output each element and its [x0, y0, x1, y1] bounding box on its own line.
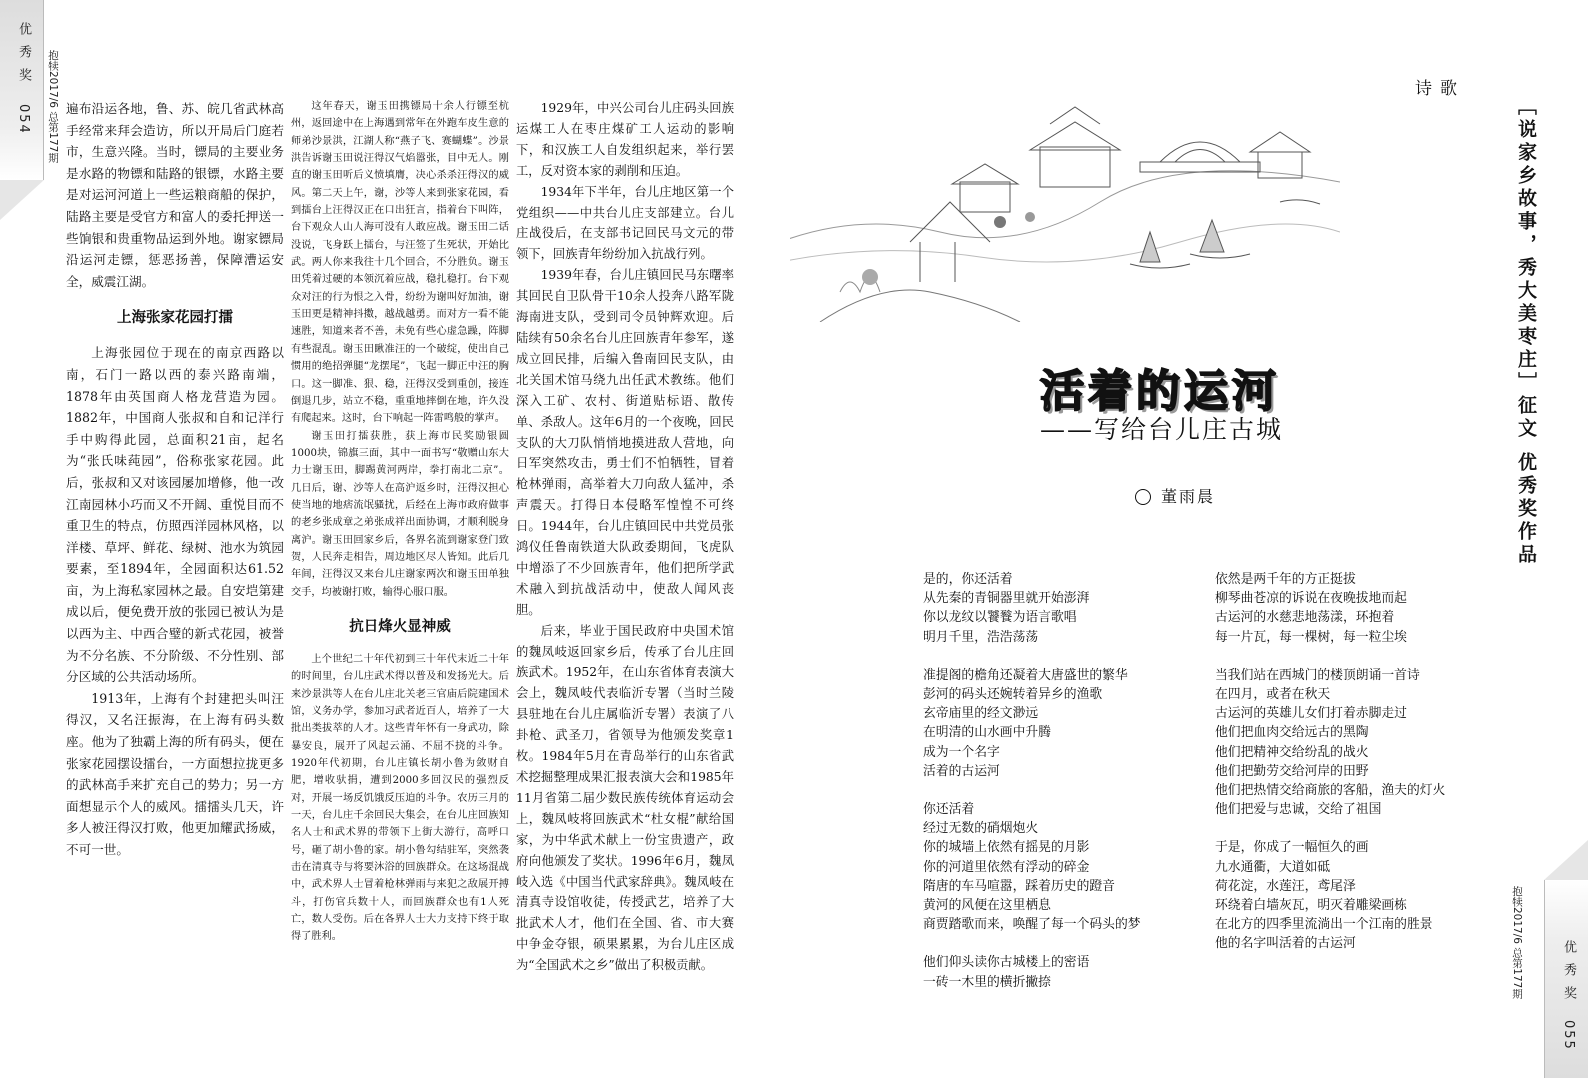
- author: [1135, 484, 1215, 507]
- poem-stanza: [923, 800, 1203, 934]
- poem-line: 经过无数的硝烟炮火: [923, 821, 1039, 837]
- poem-subtitle: ——写给台儿庄古城: [1040, 415, 1284, 444]
- poem-line: 他们把勤劳交给河岸的田野: [1215, 763, 1369, 779]
- poem-line: 他们仰头读你古城楼上的密语: [923, 955, 1090, 971]
- poem-stanza: [1215, 666, 1505, 820]
- poem-line: 你的河道里依然有浮动的碎金: [923, 859, 1090, 875]
- poem-stanza: [1215, 570, 1505, 647]
- contest-note: ［说家乡故事，秀大美枣庄］征文 优秀奖作品: [1515, 96, 1537, 567]
- circle-icon: [1135, 489, 1151, 505]
- section-tab-label-right: 优秀奖: [1561, 940, 1576, 1009]
- poem-line: 荷花淀，水莲汪，鸢尾泽: [1215, 878, 1356, 894]
- paragraph: 上海张园位于现在的南京西路以南，石门一路以西的泰兴路南端，1878年由英国商人格龙营造为园。1882年，中国商人张叔和自和记洋行手中购得此园，总面积21亩，起名为“张氏味莼园”，俗称张家花园。此后，张叔和又对该园屡加增修，他一改江南园林小巧而又不开阔、重悦目而不重卫生的特点，仿照西洋园林风格，以洋楼、草坪、鲜花、绿树、池水为筑园要素，至1894年，全园面积达61.52亩，为上海私家园林之最。自安垲第建成以后，便免费开放的张园已被认为是以西为主、中西合璧的新式花园，被誉为不分名族、不分阶级、不分性别、部分区域的公共活动场所。: [66, 345, 284, 685]
- poem-line: 柳琴曲苍凉的诉说在夜晚拔地而起: [1215, 591, 1407, 607]
- poem-line: 在北方的四季里流淌出一个江南的胜景: [1215, 917, 1433, 933]
- left-page: [0, 0, 790, 1078]
- section-heading: 上海张家花园打擂: [117, 310, 233, 327]
- poem-line: 依然是两千年的方正挺拔: [1215, 572, 1356, 587]
- poem-line: 活着的古运河: [923, 763, 1000, 779]
- section-tab-right: [1544, 880, 1588, 1078]
- poem-line: 一砖一木里的横折撇捺: [923, 974, 1051, 990]
- poem-title: 活着的运河: [1040, 366, 1280, 417]
- poem-stanza: [923, 666, 1203, 781]
- poem-line: 他们把热情交给商旅的客船，渔夫的灯火: [1215, 783, 1446, 799]
- category-label: 诗歌: [1415, 79, 1465, 99]
- article-column-2: [291, 98, 509, 946]
- poem-line: 古运河的水慈悲地荡漾，环抱着: [1215, 610, 1395, 626]
- poem-line: 商贾踏歌而来，唤醒了每一个码头的梦: [923, 917, 1141, 933]
- section-tab-label: 优秀奖: [16, 22, 31, 91]
- poem-line: 玄帝庙里的经文渺远: [923, 706, 1039, 722]
- paragraph: 这年春天，谢玉田携镖局十余人行镖至杭州，返回途中在上海遇到常年在外跑车皮生意的师弟沙景洪，江湖人称“燕子飞、赛蝴蝶”。沙景洪告诉谢玉田说汪得汉气焰嚣张，目中无人。刚直的谢玉田听后义愤填膺，决心杀杀汪得汉的威风。第二天上午，谢，沙等人来到张家花园，看到擂台上汪得汉正在口出狂言，指着台下叫阵，台下观众人山人海可没有人敢应战。谢玉田二话没说，飞身跃上擂台，与汪签了生死状，开始比武。两人你来我往十几个回合，不分胜负。谢玉田凭着过硬的本领沉着应战，稳扎稳打。台下观众对汪的行为恨之入骨，纷纷为谢叫好加油，谢玉田更是精神抖擞，越战越勇。而对方一看不能速胜，知道来者不善，未免有些心虚急躁，阵脚有些混乱。谢玉田瞅准汪的一个破绽，使出自己惯用的绝招弹腿“龙摆尾”，飞起一脚正中汪的胸口。这一脚准、狠、稳，汪得汉受到重创，接连倒退几步，站立不稳，重重地摔倒在地，许久没有爬起来。这时，台下响起一阵雷鸣般的掌声。: [291, 101, 509, 425]
- right-page: [790, 0, 1588, 1078]
- page-number: 054: [16, 104, 31, 135]
- page-number-right: 055: [1561, 1020, 1576, 1051]
- poem-stanza: [923, 570, 1203, 647]
- poem-line: 从先秦的青铜器里就开始澎湃: [923, 591, 1090, 607]
- poem-line: 在明清的山水画中升腾: [923, 725, 1051, 741]
- poem-line: 九水通衢，大道如砥: [1215, 859, 1331, 875]
- ancient-city-illustration: [790, 92, 1340, 322]
- poem-line: 黄河的风便在这里栖息: [923, 898, 1051, 914]
- poem-line: 成为一个名字: [923, 744, 1000, 760]
- poem-line: 他们把血肉交给远古的黑陶: [1215, 725, 1369, 741]
- poem-line: 你的城墙上依然有摇晃的月影: [923, 840, 1090, 856]
- paragraph: 后来，毕业于国民政府中央国术馆的魏凤岐返回家乡后，传承了台儿庄回族武术。1952年，在山东省体育表演大会上，魏凤岐代表临沂专署（当时兰陵县驻地在台儿庄属临沂专署）表演了八卦枪、武圣刀，省领导为他颁发奖章1枚。1984年5月在青岛举行的山东省武术挖掘整理成果汇报表演大会和1985年11月省第二届少数民族传统体育运动会上，魏凤岐将回族武术“杜女棍”献给国家，为中华武术献上一份宝贵遗产，政府向他颁发了奖状。1996年6月，魏凤岐入选《中国当代武家辞典》。魏凤岐在清真寺设馆收徒，传授武艺，培养了大批武术人才，他们在全国、省、市大赛中争金夺银，硕果累累，为台儿庄区成为“全国武术之乡”做出了积极贡献。: [516, 623, 734, 973]
- poem-line: 在四月，或者在秋天: [1215, 687, 1331, 703]
- poem-line: 你还活着: [923, 802, 975, 818]
- paragraph: 上个世纪二十年代初到三十年代末近二十年的时间里，台儿庄武术得以普及和发扬光大。后来沙景洪等人在台儿庄北关老三官庙后院建国术馆，义务办学，参加习武者近百人，培养了一大批出类拔萃的人才。这些青年怀有一身武功，除暴安良，展开了风起云涌、不屈不挠的斗争。1920年代初期，台儿庄镇长胡小鲁为敛财自肥，增收驮捐，遭到2000多回汉民的强烈反对，开展一场反饥饿反压迫的斗争。农历三月的一天，台儿庄千余回民大集会，在台儿庄回族知名人士和武术界的带领下上街大游行，高呼口号，砸了胡小鲁的家。胡小鲁勾结驻军，突然袭击在清真寺与将要沐浴的回族群众。在这场混战中，武术界人士冒着枪林弹雨与来犯之敌展开搏斗，打伤官兵数十人，而回族群众也有1人死亡，数人受伤。后在各界人士大力支持下终于取得了胜利。: [291, 653, 509, 943]
- poem-stanza: [1215, 838, 1505, 953]
- poem-line: 环绕着白墙灰瓦，明灭着雕梁画栋: [1215, 898, 1407, 914]
- issue-info-right: 抱犊2017/6 总第177期: [1511, 886, 1523, 999]
- issue-info: 抱犊2017/6 总第177期: [47, 50, 59, 163]
- author-name: 董雨晨: [1161, 487, 1216, 506]
- poem-column-left: [923, 570, 1203, 1011]
- paragraph: 1913年，上海有个封建把头叫汪得汉，又名汪振海，在上海有码头数座。他为了独霸上海的所有码头，便在张家花园摆设擂台，一方面想拉拢更多的武林高手来扩充自己的势力；另一方面想显示个人的威风。擂擂头几天，许多人被汪得汉打败，他更加耀武扬威，不可一世。: [66, 690, 284, 857]
- poem-line: 明月千里，浩浩荡荡: [923, 629, 1039, 645]
- section-tab: [0, 0, 44, 180]
- article-column-1: [66, 98, 284, 861]
- paragraph: 1934年下半年，台儿庄地区第一个党组织——中共台儿庄支部建立。台儿庄战役后，在支部书记回民马文元的带领下，回族青年纷纷加入抗战行列。: [516, 184, 734, 262]
- poem-line: 隋唐的车马喧嚣，踩着历史的蹬音: [923, 878, 1115, 894]
- poem-column-right: [1215, 570, 1505, 973]
- poem-line: 于是，你成了一幅恒久的画: [1215, 840, 1369, 856]
- poem-line: 彭河的码头还婉转着异乡的渔歌: [923, 687, 1103, 703]
- poem-line: 他们把精神交给纷乱的战火: [1215, 744, 1369, 760]
- poem-line: 他的名字叫活着的古运河: [1215, 936, 1356, 952]
- section-heading: 抗日烽火显神威: [349, 618, 451, 635]
- article-column-3: [516, 98, 734, 976]
- poem-line: 准提阁的檐角还凝着大唐盛世的繁华: [923, 667, 1128, 683]
- poem-line: 每一片瓦，每一棵树，每一粒尘埃: [1215, 629, 1407, 645]
- paragraph: 谢玉田打擂获胜，获上海市民奖励银圆1000块，锦旗三面，其中一面书写“敬赠山东大力士谢玉田，脚踢黄河两岸，拳打南北二京”。几日后，谢、沙等人在高沪返乡时，汪得汉担心使当地的地痞流氓骚扰，后经在上海市政府做事的老乡张成章之弟张成祥出面协调，才顺利脱身离沪。谢玉田回家乡后，各界名流到谢家登门致贺，人民奔走相告，周边地区尽人皆知。此后几年间，汪得汉又来台儿庄谢家两次和谢玉田单独交手，均被谢打败，输得心服口服。: [291, 430, 509, 598]
- poem-line: 你以龙纹以饕餮为语言歌唱: [923, 610, 1077, 626]
- poem-stanza: [923, 953, 1203, 991]
- poem-line: 当我们站在西城门的楼顶朗诵一首诗: [1215, 667, 1420, 683]
- paragraph: 遍布沿运各地，鲁、苏、皖几省武林高手经常来拜会造访，所以开局后门庭若市，生意兴隆。当时，镖局的主要业务是水路的物镖和陆路的银镖，水路主要是对运河河道上一些运粮商船的保护，陆路主要是受官方和富人的委托押送一些饷银和贵重物品运到外地。谢家镖局沿运河走镖，惩恶扬善，保障漕运安全，威震江湖。: [66, 101, 284, 289]
- paragraph: 1939年春，台儿庄镇回民马东曙率其回民自卫队骨干10余人投奔八路军陇海南进支队，受到司令员钟辉欢迎。后陆续有50余名台儿庄回族青年参军，遂成立回民排，后编入鲁南回民支队，由北关国术馆马绕九出任武术教练。他们深入工矿、农村、街道贴标语、散传单、杀敌人。这年6月的一个夜晚，回民支队的大刀队悄悄地摸进敌人营地，向日军突然攻击，勇士们不怕牺牲，冒着枪林弹雨，高举着大刀向敌人猛冲，杀声震天。打得日本侵略军惶惶不可终日。1944年，台儿庄镇回民中共党员张鸿仪任鲁南铁道大队政委期间，飞虎队中增添了不少回族青年，他们把所学武术融入到抗战活动中，使敌人闻风丧胆。: [516, 268, 734, 617]
- poem-line: 古运河的英雄儿女们打着赤脚走过: [1215, 706, 1407, 722]
- paragraph: 1929年，中兴公司台儿庄码头回族运煤工人在枣庄煤矿工人运动的影响下，和汉族工人自发组织起来，举行罢工，反对资本家的剥削和压迫。: [516, 101, 734, 178]
- poem-line: 是的，你还活着: [923, 572, 1013, 587]
- poem-line: 他们把爱与忠诚，交给了祖国: [1215, 802, 1382, 818]
